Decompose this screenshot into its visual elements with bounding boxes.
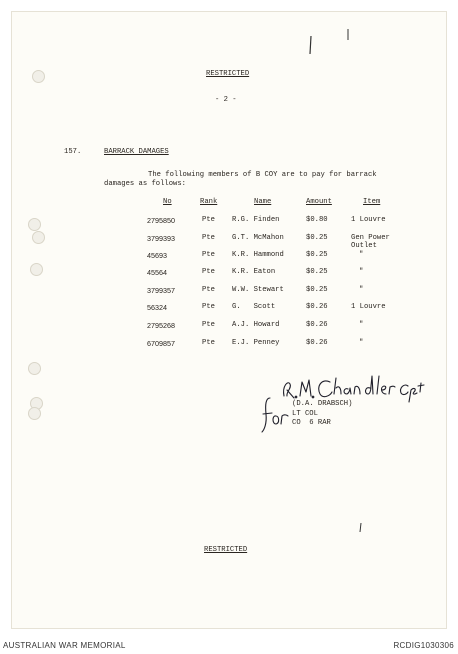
cell-no: 45693: [147, 251, 167, 260]
cell-no: 56324: [147, 303, 167, 312]
archive-reference: RCDIG1030306: [393, 641, 454, 650]
punch-hole: [28, 407, 41, 420]
cell-amount: $0.80: [306, 216, 328, 224]
cell-rank: Pte: [202, 251, 215, 259]
cell-name: A.J. Howard: [232, 321, 280, 329]
punch-hole: [28, 362, 41, 375]
cell-no: 6709857: [147, 339, 175, 348]
pen-mark-icon: [345, 28, 351, 42]
column-header-name: Name: [254, 198, 272, 206]
cell-amount: $0.25: [306, 251, 328, 259]
signatory-name: (D.A. DRABSCH): [292, 400, 353, 408]
cell-no: 3799393: [147, 234, 175, 243]
cell-amount: $0.26: [306, 303, 328, 311]
footer-classification: RESTRICTED: [204, 546, 248, 554]
cell-item: ": [359, 268, 364, 276]
cell-amount: $0.25: [306, 268, 328, 276]
signatory-appointment: CO 6 RAR: [292, 419, 331, 427]
punch-hole: [32, 70, 45, 83]
cell-item: 1 Louvre: [351, 216, 386, 224]
cell-rank: Pte: [202, 339, 215, 347]
cell-item: ": [359, 251, 364, 259]
cell-no: 45564: [147, 268, 167, 277]
page-number: - 2 -: [215, 96, 237, 104]
intro-text: The following members of B COY are to pay for barrack: [148, 171, 377, 179]
cell-amount: $0.25: [306, 234, 328, 242]
punch-hole: [30, 263, 43, 276]
cell-item: ": [359, 339, 364, 347]
column-header-no: No: [163, 198, 172, 206]
signatory-rank: LT COL: [292, 410, 318, 418]
cell-name: W.W. Stewart: [232, 286, 284, 294]
intro-text: damages as follows:: [104, 180, 186, 188]
cell-rank: Pte: [202, 234, 215, 242]
item-number: 157.: [64, 148, 82, 156]
cell-rank: Pte: [202, 268, 215, 276]
cell-amount: $0.26: [306, 339, 328, 347]
cell-name: R.G. Finden: [232, 216, 280, 224]
pen-mark-icon: [308, 34, 314, 56]
cell-no: 2795850: [147, 216, 175, 225]
archive-source: AUSTRALIAN WAR MEMORIAL: [3, 641, 126, 650]
column-header-item: Item: [363, 198, 381, 206]
cell-item-continued: Outlet: [351, 242, 377, 250]
document-page: [12, 12, 446, 628]
cell-no: 3799357: [147, 286, 175, 295]
cell-item: 1 Louvre: [351, 303, 386, 311]
cell-name: E.J. Penney: [232, 339, 280, 347]
cell-item: ": [359, 321, 364, 329]
column-header-rank: Rank: [200, 198, 218, 206]
cell-item: ": [359, 286, 364, 294]
cell-name: K.R. Hammond: [232, 251, 284, 259]
cell-rank: Pte: [202, 303, 215, 311]
cell-rank: Pte: [202, 321, 215, 329]
header-classification: RESTRICTED: [206, 70, 250, 78]
cell-name: G.T. McMahon: [232, 234, 284, 242]
punch-hole: [32, 231, 45, 244]
cell-item: Gen Power: [351, 234, 390, 242]
cell-amount: $0.26: [306, 321, 328, 329]
cell-amount: $0.25: [306, 286, 328, 294]
cell-name: K.R. Eaton: [232, 268, 276, 276]
pen-mark-icon: [358, 522, 364, 534]
cell-rank: Pte: [202, 216, 215, 224]
cell-rank: Pte: [202, 286, 215, 294]
cell-name: G. Scott: [232, 303, 276, 311]
item-title: BARRACK DAMAGES: [104, 148, 169, 156]
punch-hole: [28, 218, 41, 231]
cell-no: 2795268: [147, 321, 175, 330]
column-header-amount: Amount: [306, 198, 332, 206]
